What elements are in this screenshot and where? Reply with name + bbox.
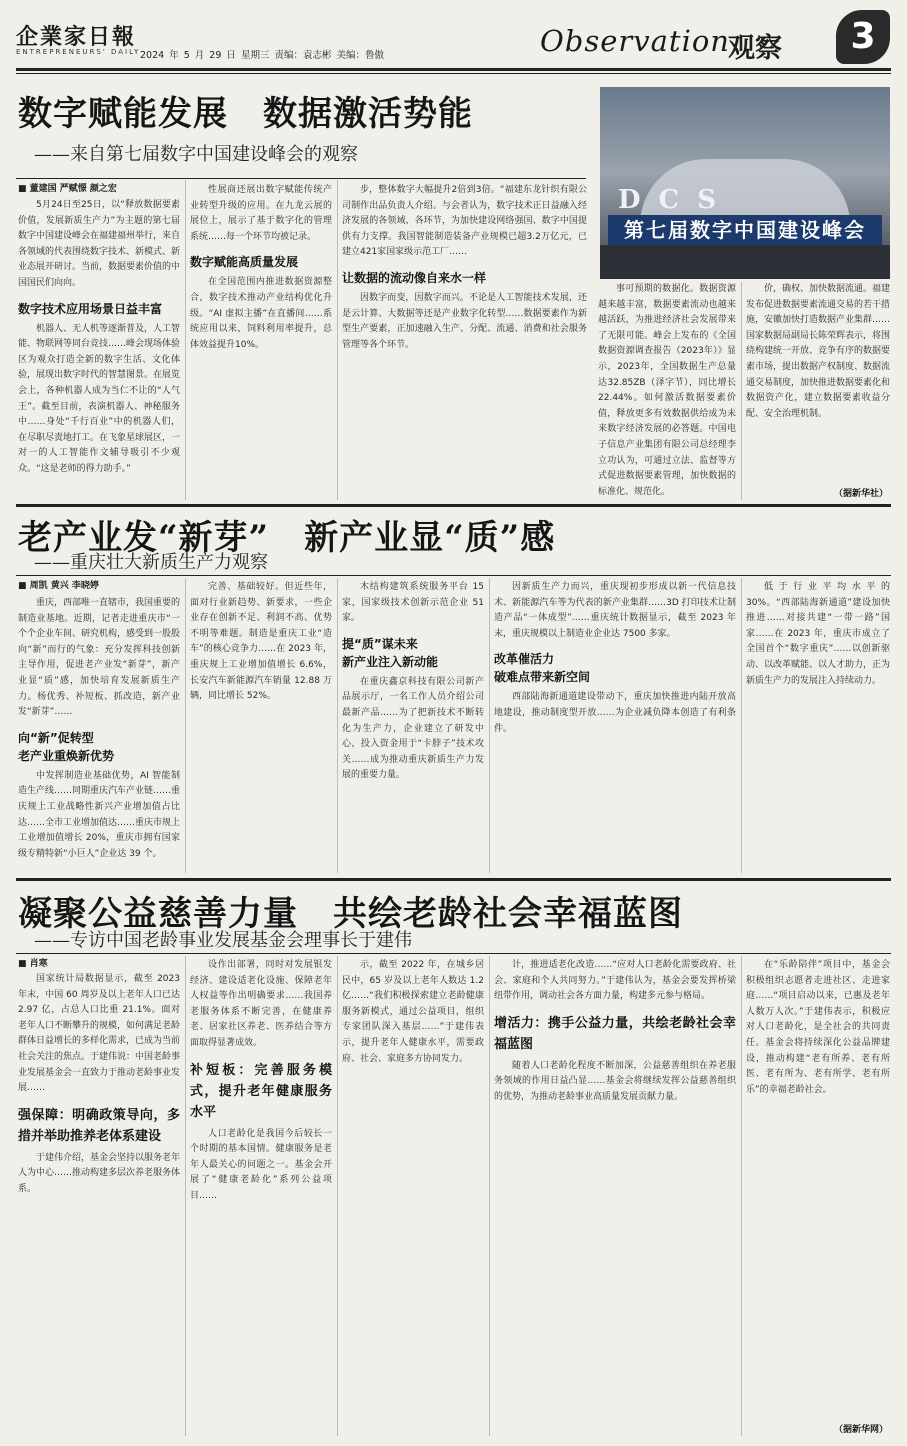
article2-subtitle: ——重庆壮大新质生产力观察 — [34, 552, 268, 573]
article1-col5 — [746, 282, 890, 482]
article1-col2-body-a: 性展商还展出数字赋能传统产业转型升级的应用。在九龙云展的展位上，展示了基于数字化的管理系统……每一个环节均被记录。 — [190, 185, 332, 242]
article1-title: 数字赋能发展 数据激活势能 — [18, 94, 473, 134]
article1-col3-body-b: 因数字而变，因数字而兴。不论是人工智能技术发展，还是云计算、大数据等还是产业数字化转型……数据要素作为新型生产要素，正加速融入生产、分配、流通、消费和社会服务管理等各个环节。 — [342, 292, 587, 350]
article3-heading-a: 强保障：明确政策导向，多措并举助推养老体系建设 — [18, 1107, 180, 1144]
article2-col3-body-b: 在重庆鑫京科技有限公司新产品展示厅，一名工作人员介绍公司最新产品……为了把新技术不断转化为生产力，企业建立了研发中心，投入资金用于“卡脖子”技术攻关……成为推动重庆新质生产力发展的重要力量。 — [342, 676, 484, 781]
article3-byline-rule — [16, 953, 891, 954]
section-title-chinese: 观察 — [728, 33, 782, 64]
article2-heading-c: 改革催活力 破难点带来新空间 — [494, 652, 591, 685]
article2-byline: ■ 周凯 黄兴 李晓婷 — [18, 581, 99, 591]
article1-heading-b: 数字赋能高质量发展 — [190, 255, 299, 270]
article3-col1-body: 国家统计局数据显示，截至 2023 年末，中国 60 周岁及以上老年人口已达 2.97 亿，占总人口比重 21.1%。面对老年人口不断攀升的规模，如何满足老龄群体日益增长的多样化需求，已成为当前社会关注的焦点。于建伟说：中国老龄事业发展基金会一直致力于推动老龄事业发展…… — [18, 974, 180, 1094]
article1-intro: 5月24日至25日，以“释放数据要素价值，发展新质生产力”为主题的第七届数字中国建设峰会在福建福州举行，来自各领域的代表围绕数字技术、新模式、新业态展开研讨。当前，数据要素价值的中国国民们向向。 — [18, 200, 180, 288]
article3-credit: （据新华网） — [834, 1425, 889, 1435]
column-separator — [185, 578, 186, 873]
column-separator — [741, 282, 742, 500]
article2-col3 — [342, 580, 484, 871]
article2-col4-body-b: 西部陆海新通道建设带动下，重庆加快推进内陆开放高地建设，推动制度型开放……为企业减负降本创造了有利条件。 — [494, 692, 736, 734]
article3-col4 — [494, 958, 736, 1434]
column-separator — [337, 180, 338, 500]
article2-title: 老产业发“新芽” 新产业显“质”感 — [18, 518, 556, 558]
article3-col5-body: 在“乐龄陪伴”项目中，基金会积极组织志愿者走进社区、走进家庭……“项目启动以来，已惠及老年人数万人次。”于建伟表示，积极应对人口老龄化，是全社会的共同责任。基金会将持续深化公益品牌建设，推动构建“老有所养、老有所医、老有所为、老有所学、老有所乐”的幸福老龄社会。 — [746, 960, 890, 1095]
article1-credit: （据新华社） — [834, 489, 889, 499]
article2-col1 — [18, 596, 180, 871]
column-separator — [741, 578, 742, 873]
article2-col1-body-b: 中发挥制造业基础优势，AI 智能制造生产线……同期重庆汽车产业链……重庆规上工业战略性新兴产业增加值占比达……全市工业增加值达……重庆市规上工业增加值增长 20%，重庆市拥有国家级专精特新“小巨人”企业达 39 个。 — [18, 770, 180, 859]
article3-heading-c: 增活力：携手公益力量，共绘老龄社会幸福蓝图 — [494, 1015, 736, 1052]
article1-col5-body: 价，确权、加快数据流通。福建发布促进数据要素流通交易的若干措施，安徽加快打造数据产业集群……国家数据局副局长陈荣辉表示，将围绕构建统一开放、竞争有序的数据要素市场，提出数据产权制度、数据流通交易制度，加快推进数据要素化和数据资产化，建立数据要素收益分配、安全治理机制。 — [746, 284, 890, 419]
article1-col3 — [342, 183, 587, 498]
article2-heading-b: 提“质”谋未来 新产业注入新动能 — [342, 636, 439, 669]
section-title-english: Observation — [540, 24, 730, 58]
section-divider — [16, 878, 891, 881]
article3-col3 — [342, 958, 484, 1434]
page-editor: 责编：袁志彬 — [274, 50, 332, 61]
article2-col5-body: 低于行业平均水平的 30%。“西部陆海新通道”建设加快推进……对接共建“一带一路”国家……在 2023 年，重庆市成立了全国首个“数字重庆”……以创新驱动、以改革赋能、以人才助力，正为新质生产力的发展注入持续动力。 — [746, 582, 890, 686]
article3-col3-body: 示，截至 2022 年，在城乡居民中，65 岁及以上老年人数达 1.2 亿……“我们积极探索建立老龄健康服务新模式，通过公益项目，组织专家团队深入基层……”于建伟表示，提升老年人健康水平，需要政府、社会、家庭多方协同发力。 — [342, 960, 484, 1064]
article2-col4-body: 因新质生产力而兴，重庆现初步形成以新一代信息技术、新能源汽车等为代表的新产业集群……3D 打印技术让制造产品“一体成型”……重庆统计数据显示，截至 2023 年末，重庆规模以上制造业企业达 7500 多家。 — [494, 582, 736, 639]
article1-byline: ■ 董建国 严赋憬 颜之宏 — [18, 184, 117, 194]
article3-subtitle: ——专访中国老龄事业发展基金会理事长于建伟 — [34, 930, 412, 951]
article1-col2 — [190, 183, 332, 498]
article2-col5 — [746, 580, 890, 871]
section-divider — [16, 504, 891, 507]
article2-col1-body: 重庆，西部唯一直辖市，我国重要的制造业基地。近期，记者走进重庆市“一个个企业车间、研究机构，感受到一股股向“新”而行的气象：充分发挥科技创新主导作用，促进老产业发“新芽”，新产业显“质”感，加快培育发展新质生产力。杨优秀、补短板、抓改造，新产业发“新芽”…… — [18, 598, 180, 718]
article1-heading-a: 数字技术应用场景日益丰富 — [18, 301, 163, 316]
article1-col4 — [598, 282, 736, 498]
article3-col2 — [190, 958, 332, 1434]
photo-letters: DCS — [618, 185, 735, 215]
article1-byline-rule — [16, 178, 586, 179]
column-separator — [337, 578, 338, 873]
article1-heading-c: 让数据的流动像自来水一样 — [342, 270, 487, 285]
column-separator — [489, 956, 490, 1436]
column-separator — [337, 956, 338, 1436]
article3-col5 — [746, 958, 890, 1418]
article3-col1-body-b: 于建伟介绍，基金会坚持以服务老年人为中心……推动构建多层次养老服务体系。 — [18, 1152, 180, 1194]
article2-heading-a: 向“新”促转型 老产业重焕新优势 — [18, 730, 115, 763]
article1-col1 — [18, 198, 180, 498]
article3-col2-body: 设作出部署，同时对发展银发经济、建设适老化设施、保障老年人权益等作出明确要求……我国养老服务体系不断完善，在健康养老、居家社区养老、医养结合等方面取得显著成效。 — [190, 960, 332, 1048]
article2-col2-body: 完善、基础较好。但近些年，面对行业新趋势、新要求，一些企业存在创新不足、利润不高、优势不明等难题。制造是重庆工业“造车”的核心竞争力……在 2023 年，重庆规上工业增加值增长 6.6%，长安汽车新能源汽车销量 12.88 万辆，同比增长 52%。 — [190, 582, 332, 702]
column-separator — [185, 956, 186, 1436]
page-number-badge: 3 — [836, 10, 890, 64]
article1-col4-body: 事可预期的数据化。数据资源越来越丰富，数据要素流动也越来越活跃，为推进经济社会发展带来了无限可能。峰会上发布的《全国数据资源调查报告（2023年）》显示，2023年，全国数据生产总量达32.85ZB（泽字节），同比增长22.44%。如何激活数据要素价值，释放更多有效数据供给成为未来数字经济发展的必答题。中国电子信息产业集团有限公司总经理李立功认为，可通过立法、监督等方式促进数据要素管理，加快数据的标准化、规范化。 — [598, 284, 736, 497]
article1-subtitle: ——来自第七届数字中国建设峰会的观察 — [34, 144, 358, 165]
masthead-rule-thin — [16, 73, 891, 74]
article3-col4-body-b: 随着人口老龄化程度不断加深，公益慈善组织在养老服务领域的作用日益凸显……基金会将继续发挥公益慈善组织的优势，为推动老龄事业高质量发展贡献力量。 — [494, 1060, 736, 1102]
article1-col3-body-a: 步，整体数字大幅提升2倍到3倍。“福建东龙针织有限公司制作出品负责人介绍。与会者认为，数字技术正日益融入经济发展的各领域、各环节，为加快建设网络强国、数字中国提供有力支撑。我国智能制造装备产业规模已超3.2万亿元，已建立421家国家级示范工厂…… — [342, 185, 587, 258]
article3-col2-body-b: 人口老龄化是我国今后较长一个时期的基本国情。健康服务是老年人最关心的问题之一。基金会开展了“健康老龄化”系列公益项目…… — [190, 1128, 332, 1201]
article3-heading-b: 补短板：完善服务模式，提升老年健康服务水平 — [190, 1062, 332, 1120]
article2-col2 — [190, 580, 332, 871]
article3-title: 凝聚公益慈善力量 共绘老龄社会幸福蓝图 — [18, 894, 683, 934]
newspaper-logo: 企業家日報 — [16, 24, 137, 50]
masthead-rule — [16, 68, 891, 71]
photo-ground — [600, 245, 890, 279]
issue-weekday: 星期三 — [240, 50, 270, 61]
article2-col4 — [494, 580, 736, 871]
photo-banner: 第七届数字中国建设峰会 — [608, 215, 882, 245]
article2-byline-rule — [16, 575, 891, 576]
issue-date: 2024 年 5 月 29 日 — [140, 50, 236, 61]
article2-col3-body-a: 木结构建筑系统服务平台 15 家，国家级技术创新示范企业 51 家。 — [342, 582, 484, 624]
column-separator — [741, 956, 742, 1436]
article1-col1-body: 机器人、无人机等逐渐普及，人工智能、物联网等同台竞技……峰会现场体验区为观众打造全新的数字生活、文化体验，展现出数字时代的智慧图景。在展览会上，各种机器人成为当仁不让的“人气王”。截至目前，表演机器人、神秘服务中……身处“千行百业”中的机器人们，在尽职尽责地打工。在飞象星球展区，一对一的人工智能作文辅导吸引不少观众。“这是老师的得力助手。” — [18, 323, 180, 474]
article1-col2-body-b: 在全国范围内推进数据资源整合，数字技术推动产业结构优化升级。“AI 虚拟主播”在直播间……系统应用以来，饲料利用率提升，总体效益提升10%。 — [190, 277, 332, 350]
column-separator — [489, 578, 490, 873]
page-designer: 美编：鲁傲 — [336, 50, 385, 61]
article3-col4-body: 计，推进适老化改造……“应对人口老龄化需要政府、社会、家庭和个人共同努力。”于建伟认为，基金会要发挥桥梁纽带作用，调动社会各方面力量，构建多元参与格局。 — [494, 960, 736, 1002]
column-separator — [185, 180, 186, 500]
article3-col1 — [18, 972, 180, 1434]
masthead-info — [140, 47, 384, 61]
article3-byline: ■ 肖寒 — [18, 959, 48, 969]
summit-photo — [600, 87, 890, 279]
newspaper-logo-english: ENTREPRENEURS' DAILY — [16, 48, 141, 56]
